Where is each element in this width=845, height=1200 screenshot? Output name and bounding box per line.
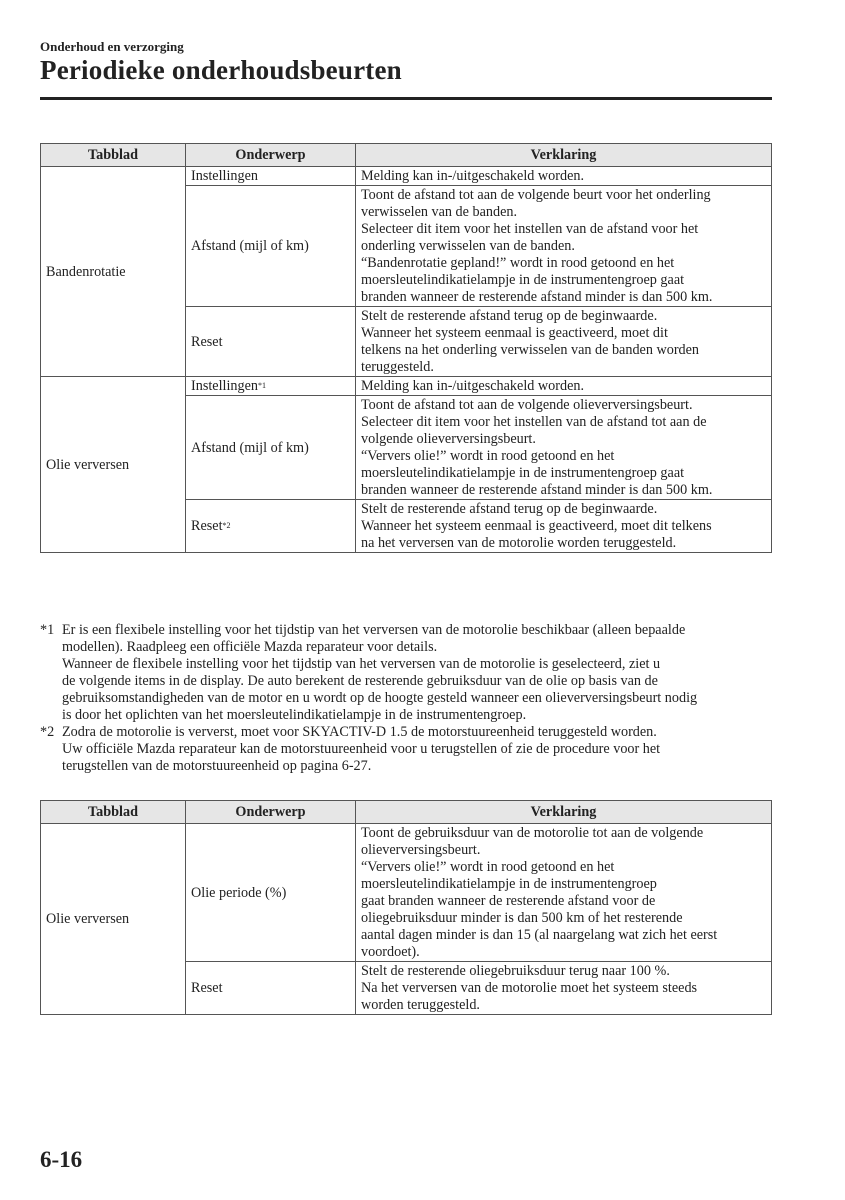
table-row: [41, 377, 772, 396]
explanation-line: Stelt de resterende oliegebruiksduur terug naar 100 %.: [361, 963, 670, 979]
footnote-marker: *2: [222, 521, 231, 530]
table-row: [41, 167, 772, 186]
subject-cell: [186, 500, 356, 553]
explanation-line: “Bandenrotatie gepland!” wordt in rood getoond en het: [361, 255, 675, 271]
section-label: Onderhoud en verzorging: [40, 39, 184, 54]
column-header: Tabblad: [41, 144, 186, 167]
subject-label: Instellingen: [191, 378, 258, 394]
maintenance-table-2: [40, 800, 772, 1015]
explanation-line: moersleutelindikatielampje in de instrumentengroep gaat: [361, 272, 685, 288]
explanation-cell: [356, 307, 772, 377]
tab-label: Olie verversen: [46, 456, 130, 473]
explanation-line: Toont de afstand tot aan de volgende beurt voor het onderling: [361, 187, 711, 203]
explanation-line: oliegebruiksduur minder is dan 500 km of het resterende: [361, 910, 683, 926]
maintenance-table-1: [40, 143, 772, 553]
footnote-mark: *1: [40, 622, 55, 638]
footnote-line: Zodra de motorolie is ververst, moet voor SKYACTIV-D 1.5 de motorstuureenheid teruggesteld worden.: [62, 724, 657, 740]
explanation-line: olieverversingsbeurt.: [361, 842, 481, 858]
explanation-line: onderling verwisselen van de banden.: [361, 238, 575, 254]
tab-cell: [41, 377, 186, 553]
footnote-line: gebruiksomstandigheden van de motor en u wordt op de hoogte gesteld wanneer een olieverversingsbeurt nodig: [62, 690, 698, 706]
footnote-marker: *1: [257, 381, 266, 390]
tab-label: Olie verversen: [46, 911, 130, 927]
explanation-line: na het verversen van de motorolie worden teruggesteld.: [361, 535, 677, 551]
footnote-body: [62, 622, 780, 724]
explanation-line: “Ververs olie!” wordt in rood getoond en het: [361, 448, 615, 464]
footnote: [40, 622, 780, 724]
subject-label: Olie periode (%): [191, 884, 287, 901]
subject-label: Reset: [191, 980, 223, 996]
explanation-cell: [356, 377, 772, 396]
subject-cell: [186, 962, 356, 1015]
page-number: 6-16: [40, 1147, 83, 1172]
explanation-line: Selecteer dit item voor het instellen van de afstand tot aan de: [361, 414, 707, 430]
footnote-line: de volgende items in de display. De auto berekent de resterende gebruiksduur van de olie op basis van de: [62, 673, 658, 689]
footnote-line: Wanneer de flexibele instelling voor het tijdstip van het verversen van de motorolie is geselecteerd, ziet u: [62, 656, 661, 672]
explanation-cell: [356, 824, 772, 962]
explanation-line: aantal dagen minder is dan 15 (al naargelang wat zich het eerst: [361, 927, 718, 943]
explanation-line: moersleutelindikatielampje in de instrumentengroep gaat: [361, 465, 685, 481]
footnote-body: [62, 724, 780, 775]
explanation-cell: [356, 396, 772, 500]
explanation-line: Na het verversen van de motorolie moet het systeem steeds: [361, 980, 698, 996]
subject-label: Instellingen: [191, 168, 258, 184]
column-header: Onderwerp: [186, 144, 356, 167]
footnote-line: terugstellen van de motorstuureenheid op pagina 6-27.: [62, 758, 372, 774]
column-header: Verklaring: [356, 801, 772, 824]
explanation-line: teruggesteld.: [361, 359, 434, 375]
footnote-line: is door het oplichten van het moersleutelindikatielampje in de instrumentengroep.: [62, 707, 527, 723]
tab-cell: [41, 824, 186, 1015]
explanation-line: moersleutelindikatielampje in de instrumentengroep: [361, 876, 657, 892]
explanation-cell: [356, 186, 772, 307]
footnote-mark: *2: [40, 724, 55, 740]
table-row: [41, 824, 772, 962]
subject-label: Afstand (mijl of km): [191, 439, 309, 456]
column-header: Verklaring: [356, 144, 772, 167]
subject-cell: [186, 307, 356, 377]
footnotes: [40, 622, 780, 775]
explanation-line: Melding kan in-/uitgeschakeld worden.: [361, 378, 585, 394]
footnote-line: modellen). Raadpleeg een officiële Mazda reparateur voor details.: [62, 639, 438, 655]
explanation-line: Melding kan in-/uitgeschakeld worden.: [361, 168, 585, 184]
explanation-line: gaat branden wanneer de resterende afstand voor de: [361, 893, 656, 909]
explanation-cell: [356, 167, 772, 186]
explanation-line: Wanneer het systeem eenmaal is geactiveerd, moet dit telkens: [361, 518, 712, 534]
explanation-cell: [356, 500, 772, 553]
explanation-line: Stelt de resterende afstand terug op de beginwaarde.: [361, 501, 658, 517]
subject-cell: [186, 167, 356, 186]
subject-cell: [186, 824, 356, 962]
footnote: [40, 724, 780, 775]
subject-label: Reset: [191, 518, 223, 534]
explanation-line: “Ververs olie!” wordt in rood getoond en het: [361, 859, 615, 875]
explanation-line: branden wanneer de resterende afstand minder is dan 500 km.: [361, 289, 713, 305]
subject-cell: [186, 377, 356, 396]
header-row: [41, 801, 772, 824]
column-header: Onderwerp: [186, 801, 356, 824]
subject-cell: [186, 186, 356, 307]
explanation-line: Wanneer het systeem eenmaal is geactiveerd, moet dit: [361, 325, 668, 341]
footnote-line: Er is een flexibele instelling voor het tijdstip van het verversen van de motorolie beschikbaar (alleen bepaalde: [62, 622, 686, 638]
explanation-line: verwisselen van de banden.: [361, 204, 518, 220]
explanation-line: Selecteer dit item voor het instellen van de afstand voor het: [361, 221, 699, 237]
header-row: [41, 144, 772, 167]
subject-label: Reset: [191, 333, 223, 350]
explanation-line: voordoet).: [361, 944, 420, 960]
column-header: Tabblad: [41, 801, 186, 824]
tab-cell: [41, 167, 186, 377]
footnote-line: Uw officiële Mazda reparateur kan de motorstuureenheid voor u terugstellen of zie de procedure voor het: [62, 741, 661, 757]
explanation-line: worden teruggesteld.: [361, 997, 480, 1013]
explanation-cell: [356, 962, 772, 1015]
tab-label: Bandenrotatie: [46, 263, 126, 280]
explanation-line: Stelt de resterende afstand terug op de beginwaarde.: [361, 308, 658, 324]
explanation-line: Toont de gebruiksduur van de motorolie tot aan de volgende: [361, 825, 704, 841]
title-rule: [40, 97, 772, 100]
explanation-line: volgende olieverversingsbeurt.: [361, 431, 536, 447]
subject-cell: [186, 396, 356, 500]
subject-label: Afstand (mijl of km): [191, 238, 309, 254]
page-title: Periodieke onderhoudsbeurten: [40, 55, 402, 85]
explanation-line: branden wanneer de resterende afstand minder is dan 500 km.: [361, 482, 713, 498]
explanation-line: Toont de afstand tot aan de volgende olieverversingsbeurt.: [361, 397, 693, 413]
explanation-line: telkens na het onderling verwisselen van de banden worden: [361, 342, 700, 358]
